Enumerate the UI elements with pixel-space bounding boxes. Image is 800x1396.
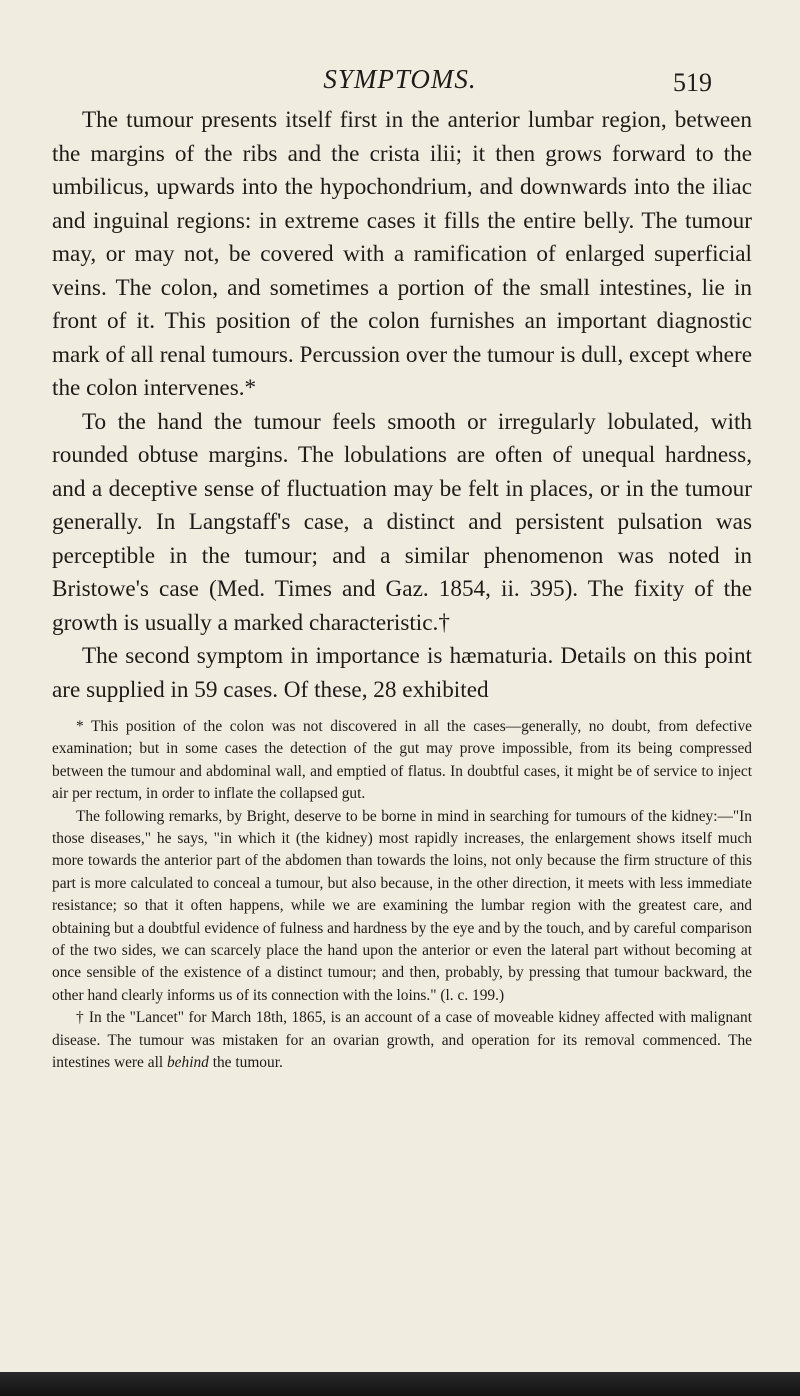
footnote-dagger-text: † In the "Lancet" for March 18th, 1865, is an account of a case of moveable kidney affected with malignant disease. The tumour was mistaken for an ovarian growth, and operation for its removal commenced. The intestines were all — [52, 1009, 752, 1072]
footnote-asterisk: * This position of the colon was not discovered in all the cases—generally, no doubt, from defective examination; but in some cases the detection of the gut may prove impossible, from its being compressed between the tumour and abdominal wall, and emptied of flatus. In doubtful cases, it might be of service to inject air per rectum, in order to inflate the collapsed gut. — [52, 718, 752, 803]
page-header — [0, 64, 800, 104]
footnote-dagger — [52, 1007, 752, 1074]
footnote-dagger-emphasis: behind — [166, 1054, 209, 1072]
paragraph-haematuria: The second symptom in importance is hæmaturia. Details on this point are supplied in 59 cases. Of these, 28 exhibited — [52, 643, 752, 703]
running-head: SYMPTOMS. — [323, 64, 477, 94]
page-number: 519 — [673, 68, 712, 97]
paragraph-tumour-position: The tumour presents itself first in the anterior lumbar region, between the margins of the ribs and the crista ilii; it then grows forward to the umbilicus, upwards into the hypochondrium, and downwards into the iliac and inguinal regions: in extreme cases it fills the entire belly. The tumour may, or may not, be covered with a ramification of enlarged superficial veins. The colon, and sometimes a portion of the small intestines, lie in front of it. This position of the colon furnishes an important diagnostic mark of all renal tumours. Percussion over the tumour is dull, except where the colon intervenes.* — [52, 107, 752, 401]
footnote-dagger-end: the tumour. — [208, 1054, 283, 1072]
scan-bottom-edge — [0, 1372, 800, 1396]
main-text — [52, 104, 752, 707]
paragraph-tumour-feel: To the hand the tumour feels smooth or irregularly lobulated, with rounded obtuse margins. The lobulations are often of unequal hardness, and a deceptive sense of fluctuation may be felt in places, or in the tumour generally. In Langstaff's case, a distinct and persistent pulsation was perceptible in the tumour; and a similar phenomenon was noted in Bristowe's case (Med. Times and Gaz. 1854, ii. 395). The fixity of the growth is usually a marked characteristic.† — [52, 408, 752, 636]
footnote-bright-remarks: The following remarks, by Bright, deserve to be borne in mind in searching for tumours of the kidney:—"In those diseases," he says, "in which it (the kidney) most rapidly increases, the enlargement shows itself much more towards the anterior part of the abdomen than towards the loins, not only because the firm structure of this part is more calculated to conceal a tumour, but also because, in the other direction, it meets with less immediate resistance; so that it often happens, while we are examining the lumbar region with the greatest care, and obtaining but a doubtful evidence of fulness and hardness by the eye and by the touch, and by careful comparison of the two sides, we can scarcely place the hand upon the anterior or even the lateral part without becoming at once sensible of the existence of a distinct tumour; and then, probably, by pressing that tumour backward, the other hand clearly informs us of its connection with the loins." (l. c. 199.) — [52, 807, 752, 1004]
footnotes — [52, 716, 752, 1075]
